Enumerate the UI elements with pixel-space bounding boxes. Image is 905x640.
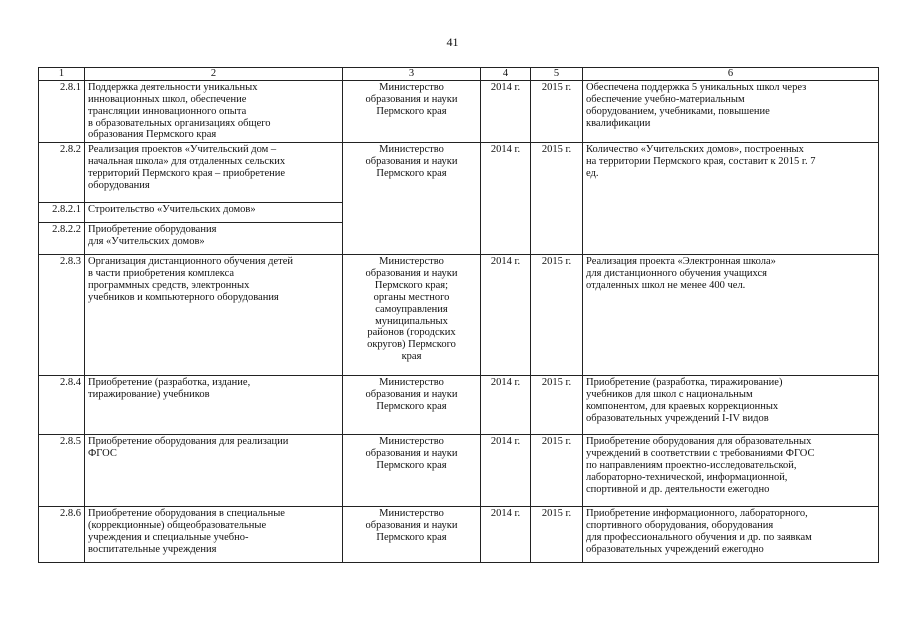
end-year: 2015 г. (531, 255, 583, 376)
page-number: 41 (446, 35, 459, 49)
table-row (39, 435, 879, 507)
column-header-2: 2 (85, 68, 343, 81)
start-year: 2014 г. (481, 143, 531, 255)
item-number: 2.8.5 (39, 435, 85, 507)
expected-result: Реализация проекта «Электронная школа» для дистанционного обучения учащихся отдаленных школ не менее 400 чел. (583, 255, 879, 376)
table-row (39, 376, 879, 435)
responsible-org: Министерство образования и науки Пермского края (343, 507, 481, 563)
table-row (39, 507, 879, 563)
item-number: 2.8.1 (39, 81, 85, 143)
measure-name: Приобретение оборудования в специальные (коррекционные) общеобразовательные учреждения и специальные учебно- воспитательные учреждения (85, 507, 343, 563)
end-year: 2015 г. (531, 435, 583, 507)
expected-result: Количество «Учительских домов», построенных на территории Пермского края, составит к 2015 г. 7 ед. (583, 143, 879, 255)
table-row (39, 143, 879, 203)
expected-result: Приобретение (разработка, тиражирование) учебников для школ с национальным компонентом, для краевых коррекционных образовательных учреждений I-IV видов (583, 376, 879, 435)
measure-name: Приобретение (разработка, издание, тиражирование) учебников (85, 376, 343, 435)
measure-name: Организация дистанционного обучения детей в части приобретения комплекса программных средств, электронных учебников и компьютерного оборудования (85, 255, 343, 376)
start-year: 2014 г. (481, 507, 531, 563)
end-year: 2015 г. (531, 143, 583, 255)
column-header-5: 5 (531, 68, 583, 81)
responsible-org: Министерство образования и науки Пермского края (343, 376, 481, 435)
responsible-org: Министерство образования и науки Пермского края (343, 143, 481, 255)
item-number: 2.8.6 (39, 507, 85, 563)
header-row (39, 68, 879, 81)
measures-table (38, 67, 879, 563)
column-header-3: 3 (343, 68, 481, 81)
item-number: 2.8.2.2 (39, 223, 85, 255)
end-year: 2015 г. (531, 507, 583, 563)
item-number: 2.8.2.1 (39, 203, 85, 223)
responsible-org: Министерство образования и науки Пермского края (343, 435, 481, 507)
expected-result: Приобретение оборудования для образовательных учреждений в соответствии с требованиями ФГОС по направлениям проектно-исследовательской, лабораторно-технической, информационной, спортивной и др. деятельности ежегодно (583, 435, 879, 507)
measure-name: Реализация проектов «Учительский дом – начальная школа» для отдаленных сельских территорий Пермского края – приобретение оборудования (85, 143, 343, 203)
end-year: 2015 г. (531, 81, 583, 143)
measure-name: Приобретение оборудования для «Учительских домов» (85, 223, 343, 255)
table-row (39, 255, 879, 376)
responsible-org: Министерство образования и науки Пермского края (343, 81, 481, 143)
column-header-4: 4 (481, 68, 531, 81)
responsible-org: Министерство образования и науки Пермского края; органы местного самоуправления муниципальных районов (городских округов) Пермского края (343, 255, 481, 376)
expected-result: Обеспечена поддержка 5 уникальных школ через обеспечение учебно-материальным оборудованием, учебниками, повышение квалификации (583, 81, 879, 143)
start-year: 2014 г. (481, 435, 531, 507)
column-header-1: 1 (39, 68, 85, 81)
start-year: 2014 г. (481, 255, 531, 376)
measure-name: Приобретение оборудования для реализации ФГОС (85, 435, 343, 507)
item-number: 2.8.2 (39, 143, 85, 203)
expected-result: Приобретение информационного, лабораторного, спортивного оборудования, оборудования для профессионального обучения и др. по заявкам образовательных учреждений ежегодно (583, 507, 879, 563)
measure-name: Строительство «Учительских домов» (85, 203, 343, 223)
item-number: 2.8.3 (39, 255, 85, 376)
item-number: 2.8.4 (39, 376, 85, 435)
end-year: 2015 г. (531, 376, 583, 435)
start-year: 2014 г. (481, 376, 531, 435)
measure-name: Поддержка деятельности уникальных инновационных школ, обеспечение трансляции инновационного опыта в образовательных организациях общего образования Пермского края (85, 81, 343, 143)
start-year: 2014 г. (481, 81, 531, 143)
table-row (39, 81, 879, 143)
column-header-6: 6 (583, 68, 879, 81)
